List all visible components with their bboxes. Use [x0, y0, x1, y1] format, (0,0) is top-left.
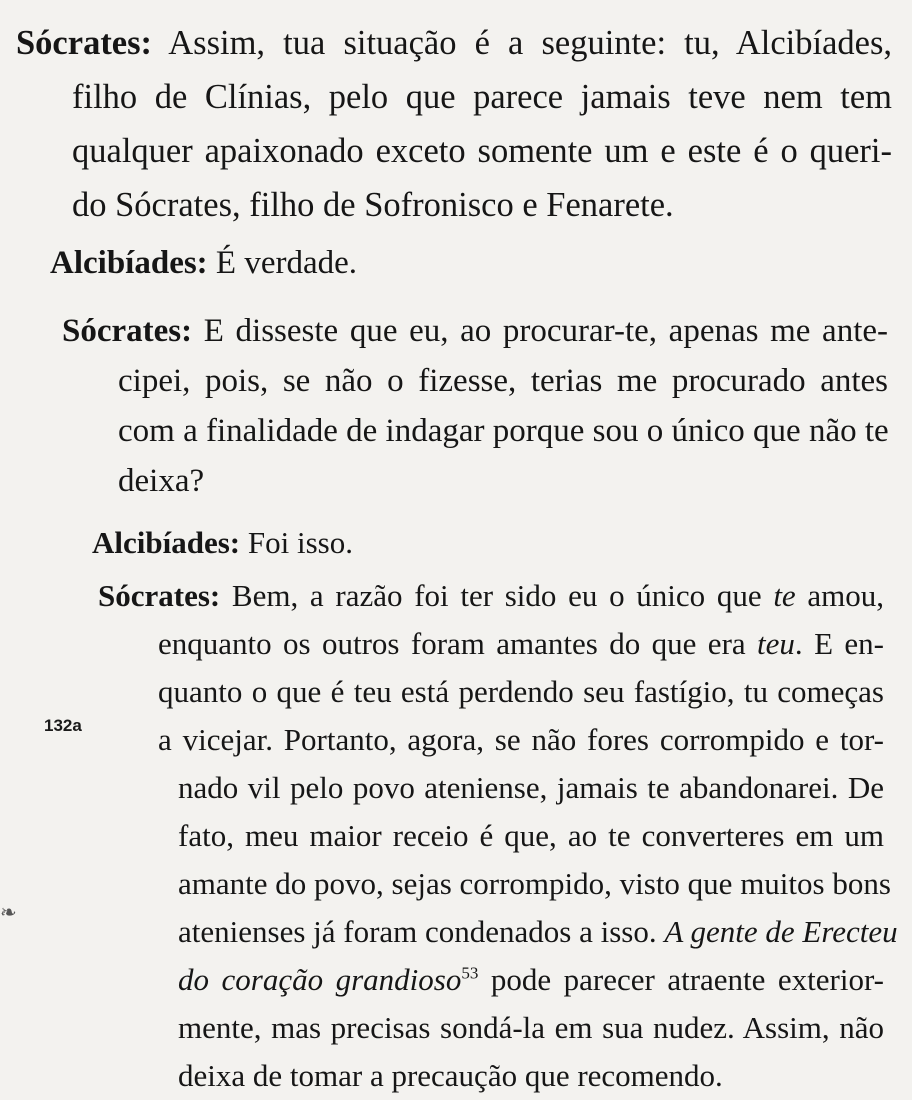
speaker-name: Sócrates: [16, 24, 153, 62]
emphasis-text: teu [757, 626, 795, 661]
text-line: quanto o que é teu está perdendo seu fastígio, tu começas [158, 674, 884, 709]
speaker-name: Sócrates: [62, 313, 193, 349]
speech-text: pode parecer atraente exterior- [478, 962, 885, 997]
text-line: filho de Clínias, pelo que parece jamais teve nem tem [72, 78, 892, 116]
text-line: do Sócrates, filho de Sofronisco e Fenarete. [72, 186, 674, 224]
dialogue-paragraph [98, 572, 898, 1100]
text-line [92, 516, 792, 570]
text-line [98, 908, 898, 956]
ink-smudge-mark: ❧ [0, 902, 17, 924]
speech-text: atenienses já foram condenados a isso. [178, 914, 665, 949]
text-line: deixa de tomar a precaução que recomendo. [178, 1058, 723, 1093]
dialogue-paragraph [62, 306, 888, 506]
text-line: nado vil pelo povo ateniense, jamais te abandonarei. De [178, 770, 884, 805]
speech-text: . E en- [794, 626, 884, 661]
speech-text: Assim, tua situação é a seguinte: tu, Alcibíades, [152, 24, 892, 62]
text-line [98, 572, 884, 620]
speech-text: Bem, a razão foi ter sido eu o único que [220, 578, 774, 613]
speech-text: É verdade. [207, 245, 358, 281]
text-line: deixa? [118, 463, 205, 499]
quotation-text: do coração grandioso [178, 962, 462, 997]
emphasis-text: te [773, 578, 796, 613]
speaker-name: Alcibíades: [50, 245, 208, 281]
text-line: fato, meu maior receio é que, ao te converteres em um [178, 818, 884, 853]
text-line: cipei, pois, se não o fizesse, terias me procurado antes [118, 363, 888, 399]
dialogue-paragraph [50, 236, 830, 290]
text-line: com a finalidade de indagar porque sou o único que não te [118, 413, 889, 449]
text-line [98, 620, 884, 668]
text-line [16, 16, 892, 70]
dialogue-paragraph [92, 516, 792, 570]
speech-text: Foi isso. [240, 525, 353, 560]
speaker-name: Sócrates: [98, 578, 221, 613]
speech-text: enquanto os outros foram amantes do que era [158, 626, 758, 661]
speech-text: amou, [795, 578, 885, 613]
text-line [98, 956, 884, 1004]
text-line: qualquer apaixonado exceto somente um e este é o queri- [72, 132, 892, 170]
footnote-marker[interactable]: 53 [461, 963, 479, 983]
speaker-name: Alcibíades: [92, 525, 241, 560]
text-line: a vicejar. Portanto, agora, se não fores corrompido e tor- [158, 722, 884, 757]
text-line [50, 236, 830, 290]
dialogue-paragraph [16, 16, 892, 232]
speech-text: E disseste que eu, ao procurar-te, apenas me ante- [192, 313, 888, 349]
text-line: amante do povo, sejas corrompido, visto que muitos bons [178, 866, 891, 901]
stephanus-margin-reference: 132a [44, 716, 82, 735]
text-line [62, 306, 888, 356]
text-line: mente, mas precisas sondá-la em sua nudez. Assim, não [178, 1010, 884, 1045]
quotation-text: A gente de Erecteu [664, 914, 898, 949]
